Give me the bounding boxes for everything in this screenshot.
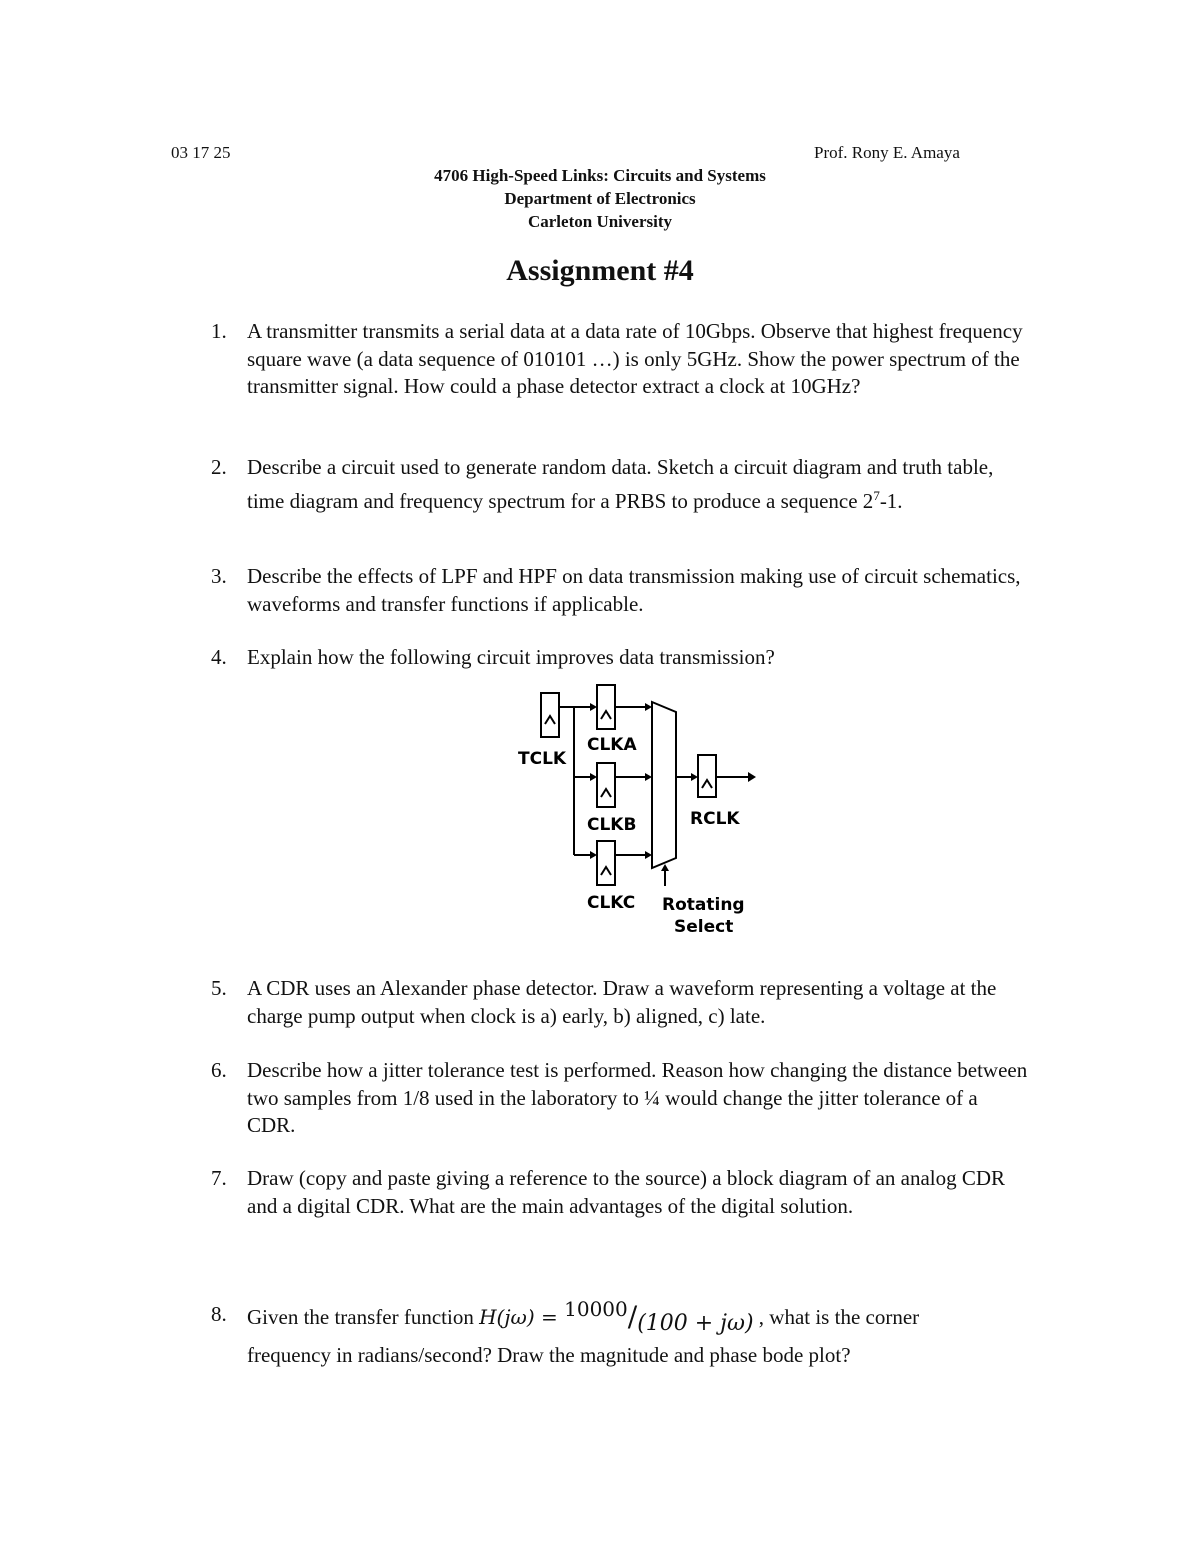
label-clkb: CLKB xyxy=(587,815,637,835)
label-select: Select xyxy=(674,917,734,937)
question-text: Describe how a jitter tolerance test is performed. Reason how changing the distance between two samples from 1/8 used in the laboratory to ¼ would change the jitter tolerance of a CDR. xyxy=(247,1058,1028,1137)
department: Department of Electronics xyxy=(504,189,696,208)
course-title: 4706 High-Speed Links: Circuits and Systems xyxy=(434,166,766,185)
question-7 xyxy=(211,1165,1031,1220)
question-number: 5. xyxy=(211,976,227,1000)
flipflop-clkb xyxy=(597,763,615,807)
question-number: 8. xyxy=(211,1302,227,1326)
question-8 xyxy=(211,1297,1031,1369)
label-rotating: Rotating xyxy=(662,895,745,915)
question-6 xyxy=(211,1057,1031,1140)
question-1 xyxy=(211,318,1031,401)
question-text: Given the transfer function H(jω) = 10000/(100 + jω) , what is the corner frequency in radians/second? Draw the magnitude and phase bode plot? xyxy=(247,1297,920,1367)
question-3 xyxy=(211,563,1031,618)
question-number: 7. xyxy=(211,1166,227,1190)
flipflop-rclk xyxy=(698,755,716,797)
circuit-diagram xyxy=(510,678,770,945)
question-text: Describe the effects of LPF and HPF on data transmission making use of circuit schematics, waveforms and transfer functions if applicable. xyxy=(247,564,1021,616)
question-text: Draw (copy and paste giving a reference to the source) a block diagram of an analog CDR and a digital CDR. What are the main advantages of the digital solution. xyxy=(247,1166,1006,1218)
question-number: 4. xyxy=(211,645,227,669)
multiplexer xyxy=(652,702,676,868)
flipflop-clkc xyxy=(597,841,615,885)
transfer-function-formula: H(jω) = 10000/(100 + jω) xyxy=(479,1297,754,1336)
label-clkc: CLKC xyxy=(587,893,636,913)
label-rclk: RCLK xyxy=(690,809,740,829)
question-4 xyxy=(211,644,1031,672)
question-text: A CDR uses an Alexander phase detector. Draw a waveform representing a voltage at the charge pump output when clock is a) early, b) aligned, c) late. xyxy=(247,976,997,1028)
question-number: 3. xyxy=(211,564,227,588)
question-number: 6. xyxy=(211,1058,227,1082)
question-number: 1. xyxy=(211,319,227,343)
university: Carleton University xyxy=(527,212,672,231)
flipflop-clka xyxy=(597,685,615,729)
question-2 xyxy=(211,454,1031,515)
question-text: A transmitter transmits a serial data at a data rate of 10Gbps. Observe that highest frequency square wave (a data sequence of 010101 …) is only 5GHz. Show the power spectrum of the transmitter signal. How could a phase detector extract a clock at 10GHz? xyxy=(247,319,1023,398)
question-number: 2. xyxy=(211,455,227,479)
label-clka: CLKA xyxy=(587,735,637,755)
assignment-title: Assignment #4 xyxy=(506,254,694,287)
question-text: Describe a circuit used to generate random data. Sketch a circuit diagram and truth table, time diagram and frequency spectrum for a PRBS to produce a sequence $2^7-1$. xyxy=(247,455,994,513)
header-date: 03 17 25 xyxy=(171,143,231,162)
course-block xyxy=(0,164,1200,233)
header-professor: Prof. Rony E. Amaya xyxy=(814,143,960,162)
label-tclk: TCLK xyxy=(518,749,567,769)
question-text: Explain how the following circuit improves data transmission? xyxy=(247,645,775,669)
question-5 xyxy=(211,975,1031,1030)
